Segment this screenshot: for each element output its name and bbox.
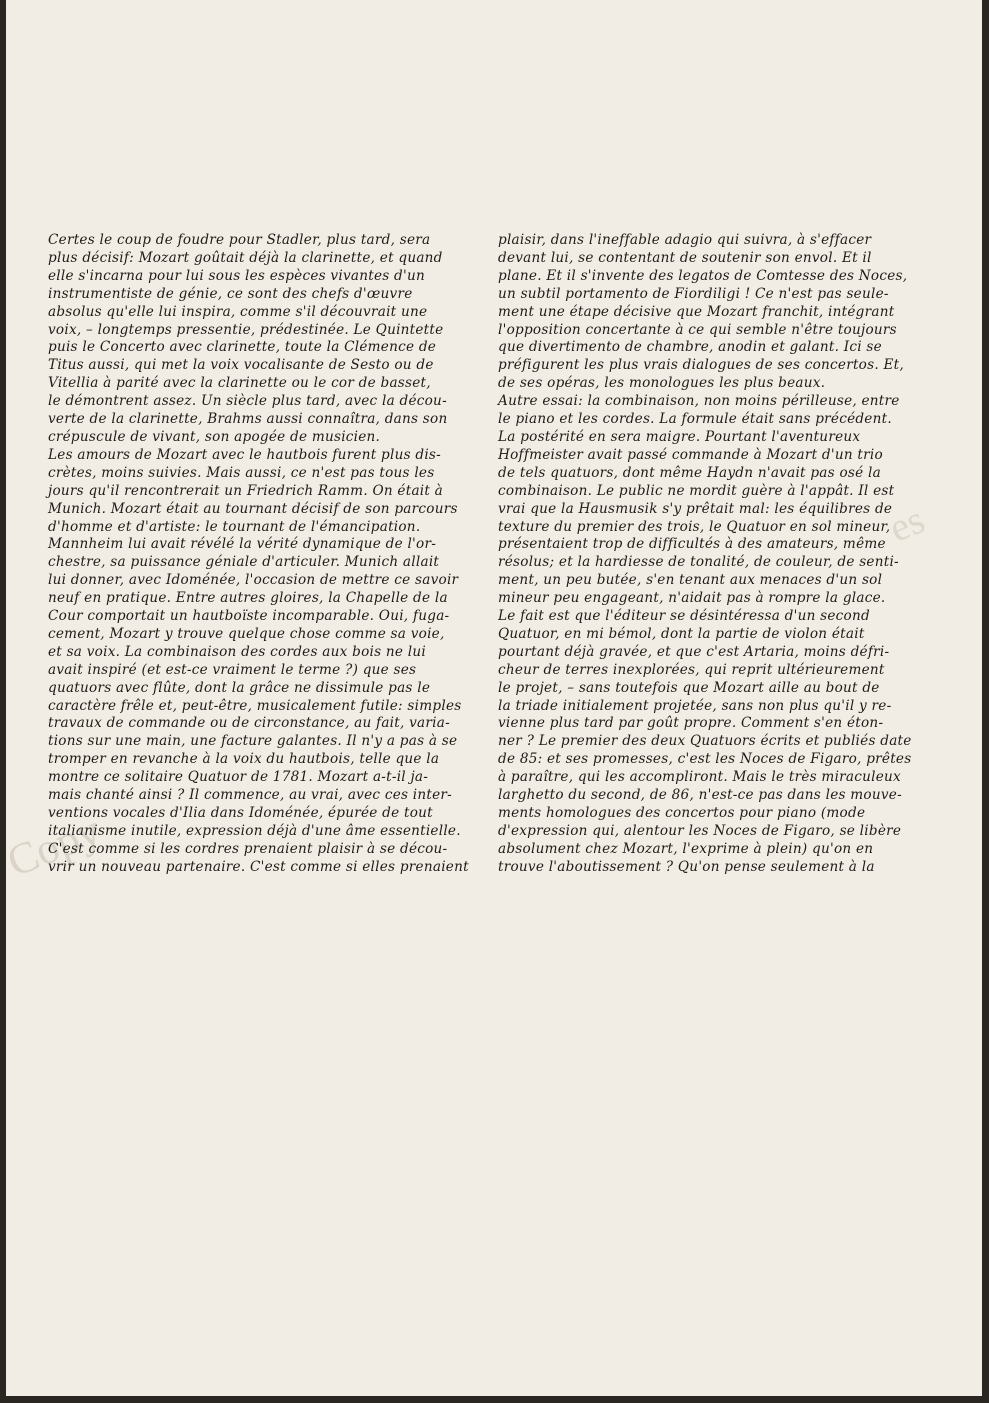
text-line: tions sur une main, une facture galantes. Il n'y a pas à se (48, 733, 458, 750)
text-line: ment, un peu butée, s'en tenant aux menaces d'un sol (498, 572, 883, 589)
text-line: Autre essai: la combinaison, non moins périlleuse, entre (498, 393, 900, 410)
text-line: italianisme inutile, expression déjà d'une âme essentielle. (48, 822, 461, 839)
text-line: elle s'incarna pour lui sous les espèces vivantes d'un (48, 267, 425, 284)
text-line: pourtant déjà gravée, et que c'est Artaria, moins défri- (498, 643, 890, 660)
text-line: cement, Mozart y trouve quelque chose comme sa voie, (48, 625, 445, 642)
text-line: devant lui, se contentant de soutenir son envol. Et il (498, 249, 872, 266)
text-line: vrir un nouveau partenaire. C'est comme si elles prenaient (48, 858, 469, 875)
text-line: Quatuor, en mi bémol, dont la partie de violon était (498, 625, 865, 642)
text-line: mineur peu engageant, n'aidait pas à rompre la glace. (498, 590, 886, 607)
text-line: neuf en pratique. Entre autres gloires, la Chapelle de la (48, 590, 448, 607)
text-line: montre ce solitaire Quatuor de 1781. Mozart a-t-il ja- (48, 769, 429, 786)
text-line: résolus; et la hardiesse de tonalité, de couleur, de senti- (498, 554, 899, 571)
page-edge-left (0, 0, 6, 1403)
text-line: le piano et les cordes. La formule était sans précédent. (498, 411, 892, 428)
text-line: absolument chez Mozart, l'exprime à plein) qu'on en (498, 840, 874, 857)
text-line: plaisir, dans l'ineffable adagio qui suivra, à s'effacer (498, 232, 872, 248)
text-line: La postérité en sera maigre. Pourtant l'aventureux (498, 428, 861, 445)
text-line: Certes le coup de foudre pour Stadler, plus tard, sera (48, 232, 431, 248)
copyright-watermark: Copy (0, 805, 108, 887)
text-line: mais chanté ainsi ? Il commence, au vrai, avec ces inter- (48, 787, 452, 804)
text-line: larghetto du second, de 86, n'est-ce pas dans les mouve- (498, 787, 902, 804)
text-line: ment une étape décisive que Mozart franchit, intégrant (498, 303, 895, 320)
text-line: à paraître, qui les accompliront. Mais le très miraculeux (498, 769, 901, 786)
text-line: un subtil portamento de Fiordiligi ! Ce n'est pas seule- (498, 285, 889, 302)
text-line: vienne plus tard par goût propre. Comment s'en éton- (498, 715, 884, 732)
text-line: ments homologues des concertos pour piano (mode (498, 805, 866, 821)
text-line: que divertimento de chambre, anodin et galant. Ici se (498, 339, 882, 356)
text-line: combinaison. Le public ne mordit guère à l'appât. Il est (498, 482, 895, 499)
text-line: texture du premier des trois, le Quatuor en sol mineur, (498, 518, 891, 535)
text-line: quatuors avec flûte, dont la grâce ne dissimule pas le (48, 679, 431, 696)
text-line: l'opposition concertante à ce qui semble n'être toujours (498, 321, 897, 338)
left-text-column (48, 232, 478, 877)
text-line: Cour comportait un hautboïste incomparable. Oui, fuga- (48, 608, 450, 625)
text-line: d'homme et d'artiste: le tournant de l'émancipation. (48, 518, 421, 535)
text-line: et sa voix. La combinaison des cordes aux bois ne lui (48, 643, 426, 660)
text-line: Vitellia à parité avec la clarinette ou le cor de basset, (48, 375, 431, 392)
text-line: caractère frêle et, peut-être, musicalement futile: simples (48, 697, 462, 714)
text-line: absolus qu'elle lui inspira, comme s'il découvrait une (48, 303, 428, 320)
text-line: Munich. Mozart était au tournant décisif de son parcours (48, 500, 458, 517)
text-line: de tels quatuors, dont même Haydn n'avait pas osé la (498, 464, 881, 481)
text-line: Hoffmeister avait passé commande à Mozart d'un trio (498, 446, 883, 463)
page-edge-right (982, 0, 989, 1403)
text-line: lui donner, avec Idoménée, l'occasion de mettre ce savoir (48, 572, 459, 589)
text-line: crètes, moins suivies. Mais aussi, ce n'est pas tous les (48, 464, 435, 481)
text-line: de ses opéras, les monologues les plus beaux. (498, 375, 826, 392)
text-line: tromper en revanche à la voix du hautbois, telle que la (48, 751, 440, 768)
text-line: de 85: et ses promesses, c'est les Noces de Figaro, prêtes (498, 751, 912, 768)
text-line: Les amours de Mozart avec le hautbois furent plus dis- (48, 446, 441, 463)
text-line: ner ? Le premier des deux Quatuors écrits et publiés date (498, 733, 912, 750)
text-line: instrumentiste de génie, ce sont des chefs d'œuvre (48, 285, 413, 302)
text-line: avait inspiré (et est-ce vraiment le terme ?) que ses (48, 661, 417, 678)
text-line: trouve l'aboutissement ? Qu'on pense seulement à la (498, 858, 875, 875)
text-line: chestre, sa puissance géniale d'articuler. Munich allait (48, 554, 440, 571)
text-line: d'expression qui, alentour les Noces de Figaro, se libère (498, 822, 902, 839)
text-line: vrai que la Hausmusik s'y prêtait mal: les équilibres de (498, 500, 893, 517)
text-line: plane. Et il s'invente des legatos de Comtesse des Noces, (498, 267, 908, 284)
text-line: C'est comme si les cordres prenaient plaisir à se décou- (48, 840, 448, 857)
text-line: puis le Concerto avec clarinette, toute la Clémence de (48, 339, 437, 356)
text-line: Le fait est que l'éditeur se désintéressa d'un second (498, 608, 870, 625)
text-line: plus décisif: Mozart goûtait déjà la clarinette, et quand (48, 249, 443, 266)
text-line: voix, – longtemps pressentie, prédestinée. Le Quintette (48, 321, 444, 338)
text-line: le démontrent assez. Un siècle plus tard, avec la décou- (48, 393, 447, 410)
text-line: Mannheim lui avait révélé la vérité dynamique de l'or- (48, 536, 437, 553)
right-text-column (498, 232, 928, 877)
text-line: préfigurent les plus vrais dialogues de ses concertos. Et, (498, 357, 904, 374)
text-line: travaux de commande ou de circonstance, au fait, varia- (48, 715, 450, 732)
text-line: cheur de terres inexplorées, qui reprit ultérieurement (498, 661, 885, 678)
text-line: présentaient trop de difficultés à des amateurs, même (498, 536, 886, 553)
text-line: crépuscule de vivant, son apogée de musicien. (48, 428, 381, 445)
copyright-watermark-right: es (882, 496, 931, 551)
text-line: Titus aussi, qui met la voix vocalisante de Sesto ou de (48, 357, 434, 374)
text-line: jours qu'il rencontrerait un Friedrich Ramm. On était à (48, 482, 444, 499)
text-line: le projet, – sans toutefois que Mozart aille au bout de (498, 679, 880, 696)
text-line: ventions vocales d'Ilia dans Idoménée, épurée de tout (48, 805, 433, 821)
page-edge-bottom (0, 1396, 989, 1403)
text-line: la triade initialement projetée, sans non plus qu'il y re- (498, 697, 892, 714)
text-line: verte de la clarinette, Brahms aussi connaîtra, dans son (48, 411, 448, 428)
